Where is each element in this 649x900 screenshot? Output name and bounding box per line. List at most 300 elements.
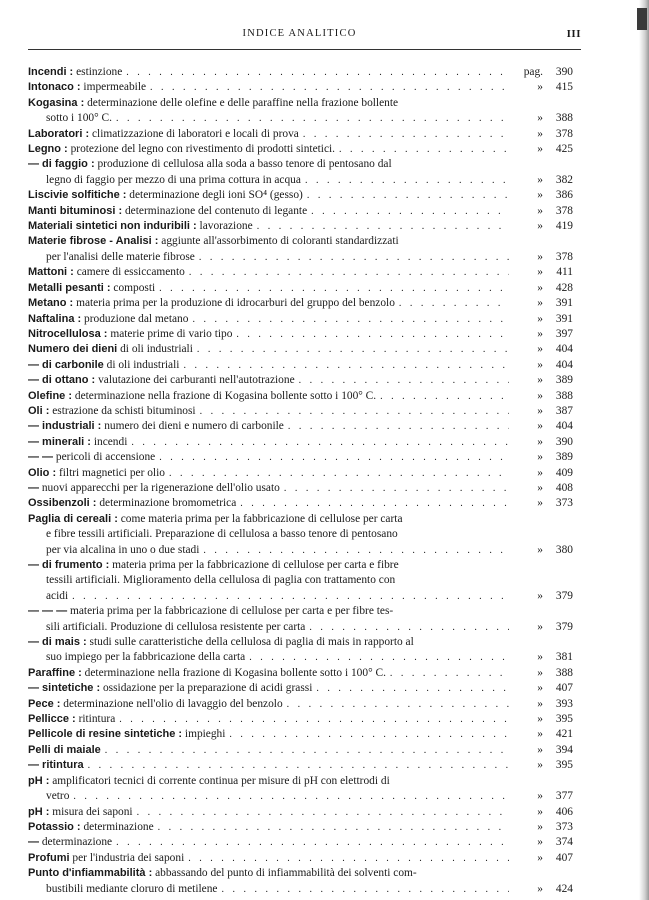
page-ref-marker: » [537, 713, 543, 726]
index-entry [28, 727, 573, 742]
entry-keyword: pH : [28, 774, 50, 787]
index-entry [28, 435, 573, 450]
page-reference [513, 342, 573, 357]
entry-line [28, 466, 573, 481]
page-header [28, 28, 581, 44]
entry-line [28, 558, 573, 573]
entry-text: determinazione nella frazione di Kogasina bollente sotto i 100° C. [74, 389, 377, 402]
entry-text: filtri magnetici per olio [58, 466, 165, 479]
index-entries [28, 65, 573, 897]
page-reference [513, 589, 573, 604]
entry-line [28, 527, 573, 542]
page-ref-marker: » [537, 743, 543, 756]
entry-line [28, 327, 573, 342]
index-entry [28, 312, 573, 327]
entry-text: materia prima per la produzione di idrocarburi del gruppo del benzolo [76, 297, 395, 310]
page-reference [513, 743, 573, 758]
entry-line [28, 820, 573, 835]
page-ref-number: 421 [555, 728, 573, 741]
entry-keyword: — ritintura [28, 759, 84, 772]
entry-line [28, 265, 573, 280]
page-reference [513, 127, 573, 142]
dot-leader [119, 712, 509, 727]
page-ref-marker: » [537, 651, 543, 664]
entry-text: e fibre tessili artificiali. Preparazione di cellulosa a basso tenore di pentosano [46, 528, 398, 541]
page-ref-marker: » [537, 820, 543, 833]
entry-keyword: Metano : [28, 297, 74, 310]
dot-leader [200, 404, 509, 419]
entry-keyword: — di frumento : [28, 559, 110, 571]
page-reference [513, 681, 573, 696]
dot-leader [257, 219, 509, 234]
entry-text: determinazione bromometrica [99, 497, 237, 510]
entry-line [28, 373, 573, 388]
page-ref-number: 378 [555, 204, 573, 217]
page-ref-marker: » [537, 204, 543, 217]
page-reference [513, 835, 573, 850]
entry-keyword: Legno : [28, 143, 68, 156]
entry-text: di oli industriali [120, 343, 193, 356]
index-entry [28, 265, 573, 280]
dot-leader [199, 250, 509, 265]
dot-leader [287, 697, 509, 712]
index-entry [28, 866, 573, 897]
index-entry [28, 80, 573, 95]
entry-keyword: Pellicole di resine sintetiche : [28, 728, 183, 741]
index-entry [28, 127, 573, 142]
index-entry [28, 204, 573, 219]
page-ref-number: 393 [555, 697, 573, 710]
page-ref-marker: » [537, 589, 543, 602]
index-entry [28, 820, 573, 835]
entry-text: determinazione [41, 836, 113, 849]
entry-keyword: Incendi : [28, 66, 74, 78]
page-reference [513, 373, 573, 388]
page-reference [513, 65, 573, 80]
page-ref-marker: » [537, 805, 543, 818]
dot-leader [240, 496, 509, 511]
entry-line [28, 65, 573, 80]
entry-keyword: Materiali sintetici non induribili : [28, 220, 197, 233]
entry-line [28, 789, 573, 804]
entry-text: lavorazione [199, 220, 253, 233]
entry-text: determinazione [83, 820, 154, 833]
index-entry [28, 157, 573, 188]
entry-line [28, 543, 573, 558]
page-ref-number: 387 [555, 404, 573, 417]
dot-leader [316, 681, 509, 696]
page-ref-number: 388 [555, 389, 573, 402]
entry-line [28, 604, 573, 619]
entry-keyword: Manti bituminosi : [28, 204, 123, 217]
page-ref-number: 390 [555, 435, 573, 448]
page-ref-number: 389 [555, 451, 573, 464]
page-ref-number: 404 [555, 358, 573, 371]
entry-text: tessili artificiali. Miglioramento della cellulosa di paglia con trattamento con [46, 574, 396, 587]
index-entry [28, 481, 573, 496]
page-ref-number: 382 [555, 173, 573, 186]
index-entry [28, 358, 573, 373]
entry-line [28, 404, 573, 419]
entry-text: pericoli di accensione [55, 451, 156, 464]
page-ref-number: 377 [555, 790, 573, 803]
dot-leader [158, 820, 509, 835]
index-entry [28, 558, 573, 604]
index-entry [28, 281, 573, 296]
entry-text: determinazione degli ioni SO⁴ (gesso) [129, 189, 303, 202]
entry-keyword: — industriali : [28, 420, 102, 433]
dot-leader [73, 789, 509, 804]
page-ref-marker: » [537, 497, 543, 510]
page-ref-marker: » [537, 620, 543, 633]
entry-text: estinzione [76, 66, 123, 78]
entry-line [28, 296, 573, 311]
entry-text: legno di faggio per mezzo di una prima cottura in acqua [46, 173, 301, 186]
page-reference [513, 620, 573, 635]
entry-keyword: Olefine : [28, 389, 73, 402]
index-entry [28, 743, 573, 758]
page-ref-number: 428 [555, 281, 573, 294]
index-entry [28, 712, 573, 727]
entry-line [28, 743, 573, 758]
entry-keyword: Kogasina : [28, 96, 85, 109]
entry-text: vetro [46, 790, 70, 803]
entry-text: materia prima per la fabbricazione di cellulose per carta e fibre [112, 559, 399, 571]
entry-text: per via alcalina in uno o due stadi [46, 543, 200, 556]
page-ref-number: 388 [555, 666, 573, 679]
page-reference [513, 173, 573, 188]
header-rule [28, 49, 581, 50]
entry-text: numero dei dieni e numero di carbonile [104, 420, 284, 433]
page-ref-marker: » [537, 173, 543, 186]
entry-line [28, 250, 573, 265]
entry-text: misura dei saponi [52, 805, 133, 818]
entry-keyword: — di carbonile [28, 358, 104, 371]
page-ref-number: 386 [555, 189, 573, 202]
page-ref-marker: » [537, 143, 543, 156]
page-reference [513, 697, 573, 712]
page-ref-marker: » [537, 266, 543, 279]
index-entry [28, 758, 573, 773]
page-reference [513, 327, 573, 342]
entry-text: protezione del legno con rivestimento di prodotti sintetici. [70, 143, 336, 156]
index-entry [28, 96, 573, 127]
entry-keyword: Nitrocellulosa : [28, 327, 108, 340]
page-ref-marker: » [537, 543, 543, 556]
page-ref-marker: » [537, 682, 543, 695]
entry-line [28, 851, 573, 866]
index-entry [28, 296, 573, 311]
entry-line [28, 805, 573, 820]
index-entry [28, 188, 573, 203]
entry-text: ritintura [78, 713, 116, 726]
dot-leader [159, 450, 509, 465]
page-ref-number: 394 [555, 743, 573, 756]
page-reference [513, 404, 573, 419]
entry-keyword: Punto d'infiammabilità : [28, 867, 153, 880]
entry-keyword: Oli : [28, 404, 50, 417]
page-reference [513, 805, 573, 820]
entry-line [28, 650, 573, 665]
page-ref-marker: » [537, 666, 543, 679]
page-ref-marker: » [537, 358, 543, 371]
entry-text: composti [113, 281, 156, 294]
entry-line [28, 697, 573, 712]
page-ref-marker: » [537, 297, 543, 310]
entry-line [28, 419, 573, 434]
entry-text: ossidazione per la preparazione di acidi grassi [102, 682, 313, 695]
entry-keyword: — minerali : [28, 435, 91, 448]
index-entry [28, 774, 573, 805]
page-ref-number: 381 [555, 651, 573, 664]
entry-line [28, 620, 573, 635]
dot-leader [159, 281, 509, 296]
index-entry [28, 681, 573, 696]
page-ref-marker: » [537, 836, 543, 849]
entry-line [28, 758, 573, 773]
entry-text: per l'industria dei saponi [72, 851, 185, 864]
entry-text: incendi [93, 435, 128, 448]
entry-line [28, 666, 573, 681]
index-entry [28, 342, 573, 357]
entry-text: determinazione del contenuto di legante [124, 204, 308, 217]
page-reference [513, 789, 573, 804]
entry-line [28, 450, 573, 465]
page-ref-number: 389 [555, 374, 573, 387]
entry-text: determinazione delle olefine e delle paraffine nella frazione bollente [87, 96, 399, 109]
entry-line [28, 774, 573, 789]
page-ref-marker: » [537, 697, 543, 710]
entry-keyword: Profumi [28, 851, 70, 864]
index-entry [28, 219, 573, 234]
page-ref-marker: » [537, 81, 543, 94]
index-entry [28, 604, 573, 635]
entry-text: bustibili mediante cloruro di metilene [46, 882, 218, 895]
entry-line [28, 358, 573, 373]
entry-line [28, 573, 573, 588]
entry-text: sili artificiali. Produzione di cellulosa resistente per carta [46, 620, 306, 633]
entry-keyword: Numero dei dieni [28, 343, 118, 356]
page-reference [513, 111, 573, 126]
entry-text: aggiunte all'assorbimento di coloranti standardizzati [161, 235, 399, 248]
index-entry [28, 697, 573, 712]
entry-keyword: Pellicce : [28, 713, 76, 726]
entry-line [28, 142, 573, 157]
entry-line [28, 312, 573, 327]
entry-line [28, 435, 573, 450]
page-ref-number: 391 [555, 297, 573, 310]
page-ref-number: 379 [555, 589, 573, 602]
page-ref-marker: » [537, 435, 543, 448]
page-ref-number: 407 [555, 682, 573, 695]
dot-leader [131, 435, 509, 450]
entry-keyword: Ossibenzoli : [28, 497, 97, 510]
index-entry [28, 851, 573, 866]
dot-leader [305, 173, 509, 188]
entry-line [28, 157, 573, 172]
index-entry [28, 512, 573, 558]
entry-text: produzione di cellulosa alla soda a basso tenore di pentosano dal [97, 158, 392, 171]
page-ref-number: 419 [555, 220, 573, 233]
entry-text: di oli industriali [106, 358, 180, 371]
entry-keyword: — di ottano : [28, 374, 96, 387]
entry-text: abbassando del punto di infiammabilità dei solventi com- [155, 867, 417, 880]
entry-text: materia prima per la fabbricazione di cellulose per carta e per fibre tes- [69, 605, 394, 618]
page-reference [513, 204, 573, 219]
page-reference [513, 650, 573, 665]
dot-leader [221, 882, 509, 897]
page-ref-marker: » [537, 281, 543, 294]
page-ref-number: 379 [555, 620, 573, 633]
page-ref-marker: » [537, 374, 543, 387]
dot-leader [137, 805, 509, 820]
dot-leader [126, 65, 509, 80]
page-ref-number: 391 [555, 312, 573, 325]
page-ref-marker: » [537, 420, 543, 433]
page-ref-number: 424 [555, 882, 573, 895]
page-reference [513, 758, 573, 773]
entry-text: studi sulle caratteristiche della cellulosa di paglia di mais in rapporto al [89, 636, 414, 649]
page-ref-marker: » [537, 327, 543, 340]
entry-line [28, 204, 573, 219]
entry-text: suo impiego per la fabbricazione della carta [46, 651, 246, 664]
entry-line [28, 173, 573, 188]
entry-keyword: Pelli di maiale [28, 743, 101, 756]
page-ref-number: 378 [555, 127, 573, 140]
page-reference [513, 265, 573, 280]
page-ref-marker: » [537, 389, 543, 402]
page-reference [513, 820, 573, 835]
page-ref-marker: » [537, 189, 543, 202]
entry-line [28, 635, 573, 650]
entry-keyword: Pece : [28, 697, 61, 710]
entry-keyword: — di mais : [28, 636, 87, 649]
dot-leader [116, 835, 509, 850]
dot-leader [192, 312, 509, 327]
page-reference [513, 188, 573, 203]
entry-keyword: Metalli pesanti : [28, 281, 111, 294]
entry-keyword: Liscivie solfitiche : [28, 189, 127, 202]
index-entry [28, 835, 573, 850]
page-ref-number: 380 [555, 543, 573, 556]
dot-leader [339, 142, 509, 157]
entry-keyword: — di faggio : [28, 158, 95, 171]
entry-line [28, 681, 573, 696]
page-reference [513, 358, 573, 373]
entry-line [28, 111, 573, 126]
dot-leader [303, 127, 509, 142]
page-reference [513, 666, 573, 681]
entry-line [28, 727, 573, 742]
entry-keyword: pH : [28, 805, 50, 818]
page-ref-marker: » [537, 759, 543, 772]
entry-keyword: — [28, 481, 39, 494]
entry-line [28, 589, 573, 604]
dot-leader [311, 204, 509, 219]
entry-text: valutazione dei carburanti nell'autotrazione [98, 374, 295, 387]
page-reference [513, 481, 573, 496]
entry-line [28, 866, 573, 881]
index-entry [28, 666, 573, 681]
dot-leader [105, 743, 509, 758]
index-entry [28, 404, 573, 419]
dot-leader [307, 188, 509, 203]
index-entry [28, 450, 573, 465]
entry-text: climatizzazione di laboratori e locali di prova [91, 127, 299, 140]
page-reference [513, 882, 573, 897]
dot-leader [249, 650, 509, 665]
entry-text: produzione dal metano [84, 312, 189, 325]
entry-text: nuovi apparecchi per la rigenerazione dell'olio usato [41, 481, 280, 494]
index-entry [28, 373, 573, 388]
page-reference [513, 219, 573, 234]
running-title: INDICE ANALITICO [242, 28, 357, 39]
index-entry [28, 419, 573, 434]
page-ref-marker: » [537, 127, 543, 140]
entry-line [28, 342, 573, 357]
index-entry [28, 635, 573, 666]
page-ref-marker: » [537, 112, 543, 125]
entry-keyword: — sintetiche : [28, 682, 101, 695]
dot-leader [229, 727, 509, 742]
entry-text: estrazione da schisti bituminosi [52, 404, 196, 417]
page-ref-number: 388 [555, 112, 573, 125]
page-reference [513, 450, 573, 465]
entry-keyword: Mattoni : [28, 266, 74, 279]
entry-keyword: Laboratori : [28, 127, 90, 140]
page-ref-marker: » [537, 882, 543, 895]
index-entry [28, 389, 573, 404]
page-ref-marker: » [537, 451, 543, 464]
dot-leader [116, 111, 509, 126]
page-ref-marker: » [537, 481, 543, 494]
page-reference [513, 727, 573, 742]
page-ref-number: 404 [555, 343, 573, 356]
page-ref-number: 395 [555, 713, 573, 726]
page-reference [513, 250, 573, 265]
page-reference [513, 419, 573, 434]
entry-text: amplificatori tecnici di corrente continua per misure di pH con elettrodi di [52, 774, 390, 787]
index-entry [28, 142, 573, 157]
index-entry [28, 65, 573, 80]
page-ref-marker: » [537, 312, 543, 325]
page-ref-marker: » [537, 404, 543, 417]
dot-leader [169, 466, 509, 481]
page-ref-number: 415 [555, 81, 573, 94]
page-reference [513, 712, 573, 727]
dot-leader [188, 851, 509, 866]
dot-leader [390, 666, 509, 681]
index-entry [28, 327, 573, 342]
dot-leader [399, 296, 509, 311]
entry-keyword: Paglia di cereali : [28, 512, 118, 525]
entry-line [28, 80, 573, 95]
dot-leader [197, 342, 509, 357]
page-reference [513, 80, 573, 95]
page-ref-marker: pag. [523, 66, 543, 78]
page-number: III [566, 28, 581, 40]
page-ref-number: 373 [555, 497, 573, 510]
entry-line [28, 219, 573, 234]
page-ref-number: 397 [555, 327, 573, 340]
page-ref-number: 409 [555, 466, 573, 479]
entry-line [28, 188, 573, 203]
entry-keyword: — — [28, 451, 54, 464]
page-ref-marker: » [537, 343, 543, 356]
entry-line [28, 481, 573, 496]
index-entry [28, 805, 573, 820]
index-entry [28, 234, 573, 265]
